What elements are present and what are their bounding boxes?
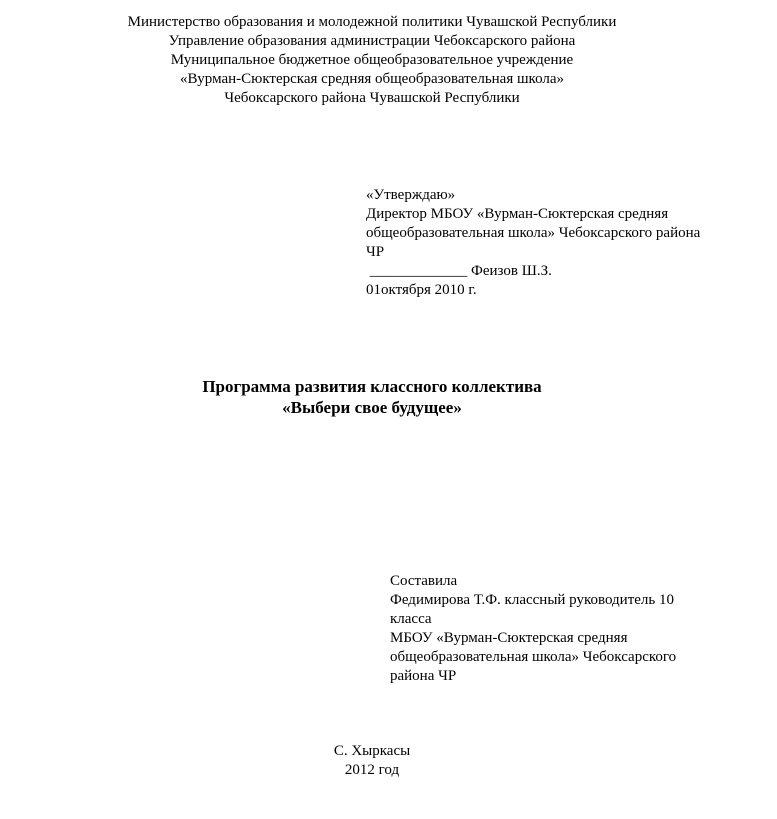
footer-place: С. Хыркасы (333, 743, 411, 759)
department-line: Управление образования администрации Чебоксарского района (168, 33, 576, 49)
program-title-line-2: «Выбери свое будущее» (282, 398, 462, 417)
approval-date: 01октября 2010 г. (366, 282, 477, 298)
approval-director-line: Директор МБОУ «Вурман-Сюктерская средняя (366, 206, 669, 222)
compiler-region-line: района ЧР (390, 668, 457, 684)
approval-school-line: общеобразовательная школа» Чебоксарского района (366, 225, 701, 241)
footer-year: 2012 год (344, 762, 400, 778)
document-header (0, 13, 744, 108)
compiler-school-line-2: общеобразовательная школа» Чебоксарского (390, 649, 677, 665)
compiler-name-line: Федимирова Т.Ф. классный руководитель 10 (390, 592, 674, 608)
approval-region-line: ЧР (366, 244, 385, 260)
approval-block (366, 186, 736, 300)
compiler-class-line: класса (390, 611, 432, 627)
compiler-school-line-1: МБОУ «Вурман-Сюктерская средняя (390, 630, 628, 646)
region-line: Чебоксарского района Чувашской Республики (224, 90, 520, 106)
program-title-line-1: Программа развития классного коллектива (202, 377, 542, 396)
approval-heading: «Утверждаю» (366, 187, 456, 203)
compiler-block (390, 572, 730, 686)
document-footer (0, 742, 744, 780)
school-name-line: «Вурман-Сюктерская средняя общеобразовательная школа» (179, 71, 565, 87)
institution-type-line: Муниципальное бюджетное общеобразовательное учреждение (170, 52, 574, 68)
ministry-line: Министерство образования и молодежной политики Чувашской Республики (127, 14, 617, 30)
program-title (0, 376, 744, 418)
approval-signature-line: _____________ Феизов Ш.З. (366, 263, 552, 279)
compiler-heading: Составила (390, 573, 458, 589)
